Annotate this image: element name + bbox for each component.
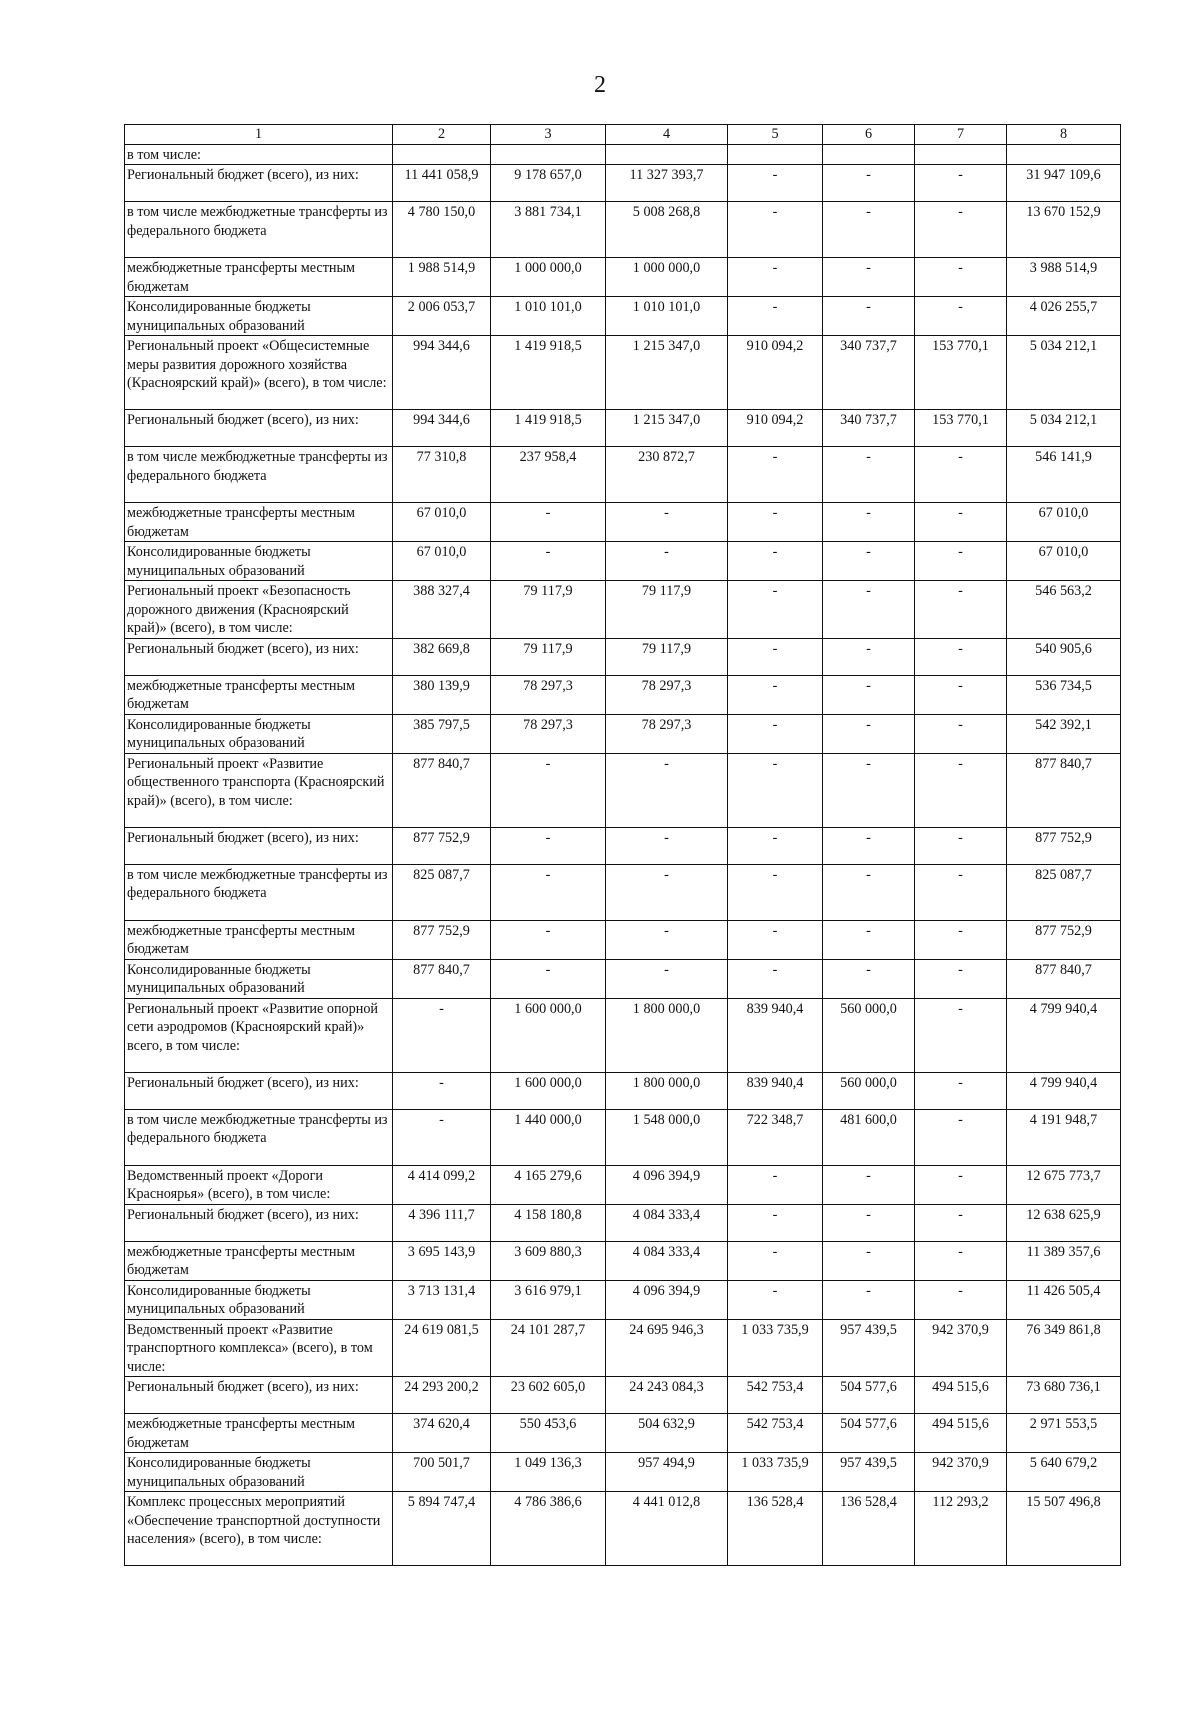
- cell-col-7: 112 293,2: [915, 1492, 1007, 1566]
- table-row: [125, 542, 1121, 581]
- cell-col-8: 11 389 357,6: [1007, 1241, 1121, 1280]
- table-row: [125, 447, 1121, 503]
- table-row: [125, 165, 1121, 202]
- cell-col-5: -: [728, 959, 823, 998]
- cell-col-6: -: [823, 1280, 915, 1319]
- table-row: [125, 1280, 1121, 1319]
- cell-col-4: -: [606, 503, 728, 542]
- row-label: в том числе межбюджетные трансферты из федерального бюджета: [125, 447, 393, 503]
- row-label: Консолидированные бюджеты муниципальных образований: [125, 1280, 393, 1319]
- table-row: [125, 1453, 1121, 1492]
- row-label: межбюджетные трансферты местным бюджетам: [125, 920, 393, 959]
- cell-col-5: -: [728, 447, 823, 503]
- row-label: Региональный бюджет (всего), из них:: [125, 1072, 393, 1109]
- row-label: в том числе межбюджетные трансферты из федерального бюджета: [125, 864, 393, 920]
- cell-col-6: -: [823, 920, 915, 959]
- cell-col-2: 994 344,6: [393, 336, 491, 410]
- cell-col-2: 382 669,8: [393, 638, 491, 675]
- cell-col-8: 15 507 496,8: [1007, 1492, 1121, 1566]
- cell-col-7: -: [915, 1072, 1007, 1109]
- cell-col-8: 31 947 109,6: [1007, 165, 1121, 202]
- cell-col-4: 78 297,3: [606, 714, 728, 753]
- cell-col-7: -: [915, 959, 1007, 998]
- cell-col-3: 237 958,4: [491, 447, 606, 503]
- cell-col-8: 825 087,7: [1007, 864, 1121, 920]
- column-header: 3: [491, 125, 606, 145]
- table-row: [125, 714, 1121, 753]
- cell-col-7: -: [915, 447, 1007, 503]
- column-header: 8: [1007, 125, 1121, 145]
- cell-col-8: 67 010,0: [1007, 542, 1121, 581]
- cell-col-5: 839 940,4: [728, 998, 823, 1072]
- row-label: межбюджетные трансферты местным бюджетам: [125, 503, 393, 542]
- cell-col-5: -: [728, 827, 823, 864]
- row-label: Региональный проект «Безопасность дорожного движения (Красноярский край)» (всего), в том числе:: [125, 581, 393, 639]
- cell-col-4: 1 215 347,0: [606, 336, 728, 410]
- cell-col-3: -: [491, 503, 606, 542]
- cell-col-7: 494 515,6: [915, 1414, 1007, 1453]
- cell-col-6: 957 439,5: [823, 1319, 915, 1377]
- cell-col-7: -: [915, 1241, 1007, 1280]
- cell-col-4: 1 000 000,0: [606, 258, 728, 297]
- table-row: [125, 410, 1121, 447]
- cell-col-7: -: [915, 581, 1007, 639]
- cell-col-6: -: [823, 202, 915, 258]
- cell-col-4: 24 695 946,3: [606, 1319, 728, 1377]
- table-row: [125, 1241, 1121, 1280]
- cell-col-5: 722 348,7: [728, 1109, 823, 1165]
- cell-col-7: -: [915, 638, 1007, 675]
- row-label: Региональный бюджет (всего), из них:: [125, 1377, 393, 1414]
- cell-col-2: 877 840,7: [393, 753, 491, 827]
- cell-col-3: 79 117,9: [491, 638, 606, 675]
- cell-col-2: 67 010,0: [393, 542, 491, 581]
- table-row: [125, 258, 1121, 297]
- cell-col-3: -: [491, 959, 606, 998]
- cell-col-3: 1 010 101,0: [491, 297, 606, 336]
- cell-col-8: [1007, 144, 1121, 165]
- cell-col-6: 560 000,0: [823, 1072, 915, 1109]
- cell-col-2: 3 713 131,4: [393, 1280, 491, 1319]
- table-row: [125, 827, 1121, 864]
- column-header: 2: [393, 125, 491, 145]
- cell-col-5: 542 753,4: [728, 1377, 823, 1414]
- column-header: 4: [606, 125, 728, 145]
- cell-col-2: 2 006 053,7: [393, 297, 491, 336]
- row-label: Региональный бюджет (всего), из них:: [125, 165, 393, 202]
- cell-col-7: -: [915, 827, 1007, 864]
- cell-col-8: 5 034 212,1: [1007, 410, 1121, 447]
- table-row: [125, 1414, 1121, 1453]
- row-label: Комплекс процессных мероприятий «Обеспечение транспортной доступности населения» (всего), в том числе:: [125, 1492, 393, 1566]
- cell-col-2: 385 797,5: [393, 714, 491, 753]
- cell-col-5: 136 528,4: [728, 1492, 823, 1566]
- row-label: межбюджетные трансферты местным бюджетам: [125, 1414, 393, 1453]
- cell-col-3: [491, 144, 606, 165]
- cell-col-2: 24 293 200,2: [393, 1377, 491, 1414]
- cell-col-3: 1 440 000,0: [491, 1109, 606, 1165]
- cell-col-8: 12 638 625,9: [1007, 1204, 1121, 1241]
- table-row: [125, 297, 1121, 336]
- cell-col-4: 4 096 394,9: [606, 1165, 728, 1204]
- cell-col-6: -: [823, 827, 915, 864]
- cell-col-3: 1 600 000,0: [491, 998, 606, 1072]
- table-row: [125, 1492, 1121, 1566]
- column-header: 7: [915, 125, 1007, 145]
- cell-col-2: 4 780 150,0: [393, 202, 491, 258]
- cell-col-8: 5 640 679,2: [1007, 1453, 1121, 1492]
- cell-col-4: 24 243 084,3: [606, 1377, 728, 1414]
- cell-col-4: 79 117,9: [606, 581, 728, 639]
- cell-col-4: 1 800 000,0: [606, 1072, 728, 1109]
- cell-col-2: 380 139,9: [393, 675, 491, 714]
- cell-col-6: 340 737,7: [823, 410, 915, 447]
- cell-col-7: -: [915, 542, 1007, 581]
- cell-col-8: 542 392,1: [1007, 714, 1121, 753]
- cell-col-2: 4 396 111,7: [393, 1204, 491, 1241]
- cell-col-2: [393, 144, 491, 165]
- cell-col-4: [606, 144, 728, 165]
- cell-col-5: -: [728, 864, 823, 920]
- cell-col-8: 13 670 152,9: [1007, 202, 1121, 258]
- column-header: 6: [823, 125, 915, 145]
- table-row: [125, 1072, 1121, 1109]
- row-label: Ведомственный проект «Дороги Красноярья» (всего), в том числе:: [125, 1165, 393, 1204]
- cell-col-6: -: [823, 638, 915, 675]
- row-label: Региональный бюджет (всего), из них:: [125, 638, 393, 675]
- table-row: [125, 638, 1121, 675]
- cell-col-8: 546 563,2: [1007, 581, 1121, 639]
- cell-col-6: 504 577,6: [823, 1414, 915, 1453]
- cell-col-7: 494 515,6: [915, 1377, 1007, 1414]
- table-row: [125, 202, 1121, 258]
- cell-col-8: 73 680 736,1: [1007, 1377, 1121, 1414]
- cell-col-5: -: [728, 1204, 823, 1241]
- cell-col-6: 481 600,0: [823, 1109, 915, 1165]
- cell-col-6: -: [823, 675, 915, 714]
- cell-col-8: 877 752,9: [1007, 827, 1121, 864]
- cell-col-3: -: [491, 542, 606, 581]
- cell-col-2: 1 988 514,9: [393, 258, 491, 297]
- cell-col-4: 4 084 333,4: [606, 1241, 728, 1280]
- cell-col-8: 5 034 212,1: [1007, 336, 1121, 410]
- cell-col-6: -: [823, 1165, 915, 1204]
- cell-col-8: 67 010,0: [1007, 503, 1121, 542]
- cell-col-4: -: [606, 753, 728, 827]
- cell-col-3: 78 297,3: [491, 675, 606, 714]
- cell-col-7: -: [915, 864, 1007, 920]
- cell-col-5: 910 094,2: [728, 410, 823, 447]
- cell-col-7: -: [915, 1109, 1007, 1165]
- cell-col-2: 388 327,4: [393, 581, 491, 639]
- cell-col-4: 1 548 000,0: [606, 1109, 728, 1165]
- cell-col-2: 877 752,9: [393, 920, 491, 959]
- cell-col-3: 1 419 918,5: [491, 336, 606, 410]
- cell-col-8: 4 799 940,4: [1007, 1072, 1121, 1109]
- cell-col-4: -: [606, 959, 728, 998]
- cell-col-5: -: [728, 258, 823, 297]
- cell-col-2: 5 894 747,4: [393, 1492, 491, 1566]
- table-row: [125, 1165, 1121, 1204]
- cell-col-5: -: [728, 297, 823, 336]
- cell-col-5: -: [728, 581, 823, 639]
- cell-col-8: 4 191 948,7: [1007, 1109, 1121, 1165]
- cell-col-8: 877 752,9: [1007, 920, 1121, 959]
- cell-col-4: 1 800 000,0: [606, 998, 728, 1072]
- cell-col-6: -: [823, 258, 915, 297]
- cell-col-5: 542 753,4: [728, 1414, 823, 1453]
- cell-col-3: 1 000 000,0: [491, 258, 606, 297]
- row-label: Консолидированные бюджеты муниципальных образований: [125, 297, 393, 336]
- row-label: Консолидированные бюджеты муниципальных образований: [125, 714, 393, 753]
- budget-table: [124, 124, 1121, 1566]
- cell-col-3: 4 786 386,6: [491, 1492, 606, 1566]
- table-header-row: [125, 125, 1121, 145]
- cell-col-2: 3 695 143,9: [393, 1241, 491, 1280]
- cell-col-7: -: [915, 165, 1007, 202]
- cell-col-6: -: [823, 503, 915, 542]
- row-label: в том числе межбюджетные трансферты из федерального бюджета: [125, 202, 393, 258]
- cell-col-2: -: [393, 1072, 491, 1109]
- cell-col-2: 24 619 081,5: [393, 1319, 491, 1377]
- row-label: Консолидированные бюджеты муниципальных образований: [125, 542, 393, 581]
- cell-col-6: -: [823, 542, 915, 581]
- cell-col-4: 78 297,3: [606, 675, 728, 714]
- table-row: [125, 959, 1121, 998]
- cell-col-8: 536 734,5: [1007, 675, 1121, 714]
- cell-col-8: 76 349 861,8: [1007, 1319, 1121, 1377]
- row-label: межбюджетные трансферты местным бюджетам: [125, 675, 393, 714]
- table-row: [125, 1319, 1121, 1377]
- cell-col-7: -: [915, 258, 1007, 297]
- cell-col-7: 153 770,1: [915, 336, 1007, 410]
- cell-col-6: -: [823, 959, 915, 998]
- cell-col-4: 4 441 012,8: [606, 1492, 728, 1566]
- cell-col-5: -: [728, 202, 823, 258]
- row-label: Региональный проект «Развитие опорной сети аэродромов (Красноярский край)» всего, в том числе:: [125, 998, 393, 1072]
- cell-col-5: -: [728, 1241, 823, 1280]
- table-row: [125, 503, 1121, 542]
- cell-col-5: [728, 144, 823, 165]
- cell-col-5: -: [728, 1165, 823, 1204]
- row-label: в том числе межбюджетные трансферты из федерального бюджета: [125, 1109, 393, 1165]
- cell-col-7: -: [915, 297, 1007, 336]
- cell-col-3: 1 419 918,5: [491, 410, 606, 447]
- cell-col-4: 957 494,9: [606, 1453, 728, 1492]
- table-row: [125, 1109, 1121, 1165]
- cell-col-6: -: [823, 753, 915, 827]
- table-row: [125, 998, 1121, 1072]
- cell-col-2: -: [393, 998, 491, 1072]
- cell-col-5: 1 033 735,9: [728, 1453, 823, 1492]
- cell-col-4: 504 632,9: [606, 1414, 728, 1453]
- cell-col-2: 67 010,0: [393, 503, 491, 542]
- cell-col-4: 230 872,7: [606, 447, 728, 503]
- cell-col-3: -: [491, 920, 606, 959]
- cell-col-3: -: [491, 864, 606, 920]
- cell-col-6: 340 737,7: [823, 336, 915, 410]
- cell-col-2: 877 752,9: [393, 827, 491, 864]
- cell-col-6: -: [823, 864, 915, 920]
- cell-col-4: -: [606, 827, 728, 864]
- cell-col-4: -: [606, 864, 728, 920]
- cell-col-4: 1 010 101,0: [606, 297, 728, 336]
- cell-col-7: -: [915, 675, 1007, 714]
- cell-col-3: -: [491, 753, 606, 827]
- cell-col-8: 11 426 505,4: [1007, 1280, 1121, 1319]
- cell-col-2: 825 087,7: [393, 864, 491, 920]
- table-row: [125, 144, 1121, 165]
- cell-col-3: -: [491, 827, 606, 864]
- table-row: [125, 675, 1121, 714]
- cell-col-8: 12 675 773,7: [1007, 1165, 1121, 1204]
- cell-col-2: 4 414 099,2: [393, 1165, 491, 1204]
- table-row: [125, 753, 1121, 827]
- cell-col-6: -: [823, 1204, 915, 1241]
- row-label: Консолидированные бюджеты муниципальных образований: [125, 1453, 393, 1492]
- cell-col-7: [915, 144, 1007, 165]
- cell-col-3: 4 165 279,6: [491, 1165, 606, 1204]
- cell-col-8: 4 799 940,4: [1007, 998, 1121, 1072]
- table-row: [125, 581, 1121, 639]
- cell-col-8: 546 141,9: [1007, 447, 1121, 503]
- cell-col-7: -: [915, 753, 1007, 827]
- cell-col-8: 4 026 255,7: [1007, 297, 1121, 336]
- page-number: 2: [594, 72, 606, 98]
- table-row: [125, 864, 1121, 920]
- cell-col-3: 79 117,9: [491, 581, 606, 639]
- cell-col-7: 942 370,9: [915, 1453, 1007, 1492]
- row-label: Региональный проект «Развитие общественного транспорта (Красноярский край)» (всего), в том числе:: [125, 753, 393, 827]
- table-row: [125, 1377, 1121, 1414]
- cell-col-4: -: [606, 920, 728, 959]
- cell-col-8: 540 905,6: [1007, 638, 1121, 675]
- cell-col-5: 839 940,4: [728, 1072, 823, 1109]
- cell-col-5: -: [728, 714, 823, 753]
- cell-col-4: 79 117,9: [606, 638, 728, 675]
- cell-col-3: 550 453,6: [491, 1414, 606, 1453]
- cell-col-6: -: [823, 581, 915, 639]
- cell-col-6: -: [823, 714, 915, 753]
- cell-col-5: -: [728, 503, 823, 542]
- table-row: [125, 920, 1121, 959]
- cell-col-4: 4 096 394,9: [606, 1280, 728, 1319]
- cell-col-5: 910 094,2: [728, 336, 823, 410]
- row-label: Региональный бюджет (всего), из них:: [125, 410, 393, 447]
- cell-col-7: -: [915, 1204, 1007, 1241]
- cell-col-2: 700 501,7: [393, 1453, 491, 1492]
- row-label: межбюджетные трансферты местным бюджетам: [125, 258, 393, 297]
- cell-col-3: 23 602 605,0: [491, 1377, 606, 1414]
- cell-col-3: 78 297,3: [491, 714, 606, 753]
- cell-col-3: 9 178 657,0: [491, 165, 606, 202]
- cell-col-4: 4 084 333,4: [606, 1204, 728, 1241]
- cell-col-4: 1 215 347,0: [606, 410, 728, 447]
- cell-col-8: 3 988 514,9: [1007, 258, 1121, 297]
- cell-col-3: 1 049 136,3: [491, 1453, 606, 1492]
- column-header: 1: [125, 125, 393, 145]
- cell-col-7: -: [915, 503, 1007, 542]
- row-label: Региональный бюджет (всего), из них:: [125, 1204, 393, 1241]
- cell-col-7: -: [915, 714, 1007, 753]
- cell-col-5: -: [728, 675, 823, 714]
- cell-col-6: -: [823, 165, 915, 202]
- cell-col-6: -: [823, 1241, 915, 1280]
- cell-col-8: 877 840,7: [1007, 753, 1121, 827]
- cell-col-2: 877 840,7: [393, 959, 491, 998]
- cell-col-6: 957 439,5: [823, 1453, 915, 1492]
- cell-col-4: 11 327 393,7: [606, 165, 728, 202]
- cell-col-6: -: [823, 297, 915, 336]
- cell-col-2: -: [393, 1109, 491, 1165]
- row-label: Региональный бюджет (всего), из них:: [125, 827, 393, 864]
- cell-col-6: -: [823, 447, 915, 503]
- cell-col-2: 374 620,4: [393, 1414, 491, 1453]
- cell-col-4: -: [606, 542, 728, 581]
- cell-col-2: 994 344,6: [393, 410, 491, 447]
- cell-col-6: 136 528,4: [823, 1492, 915, 1566]
- cell-col-3: 24 101 287,7: [491, 1319, 606, 1377]
- cell-col-3: 4 158 180,8: [491, 1204, 606, 1241]
- row-label: Консолидированные бюджеты муниципальных образований: [125, 959, 393, 998]
- cell-col-7: 153 770,1: [915, 410, 1007, 447]
- cell-col-7: -: [915, 1280, 1007, 1319]
- row-label: межбюджетные трансферты местным бюджетам: [125, 1241, 393, 1280]
- cell-col-5: 1 033 735,9: [728, 1319, 823, 1377]
- cell-col-2: 11 441 058,9: [393, 165, 491, 202]
- cell-col-5: -: [728, 542, 823, 581]
- cell-col-8: 877 840,7: [1007, 959, 1121, 998]
- cell-col-7: -: [915, 920, 1007, 959]
- cell-col-5: -: [728, 753, 823, 827]
- column-header: 5: [728, 125, 823, 145]
- cell-col-8: 2 971 553,5: [1007, 1414, 1121, 1453]
- table-row: [125, 336, 1121, 410]
- cell-col-7: 942 370,9: [915, 1319, 1007, 1377]
- cell-col-2: 77 310,8: [393, 447, 491, 503]
- row-label: Региональный проект «Общесистемные меры развития дорожного хозяйства (Красноярский край)» (всего), в том числе:: [125, 336, 393, 410]
- cell-col-3: 3 609 880,3: [491, 1241, 606, 1280]
- table-row: [125, 1204, 1121, 1241]
- cell-col-3: 3 881 734,1: [491, 202, 606, 258]
- cell-col-6: 504 577,6: [823, 1377, 915, 1414]
- cell-col-5: -: [728, 920, 823, 959]
- cell-col-3: 1 600 000,0: [491, 1072, 606, 1109]
- cell-col-6: [823, 144, 915, 165]
- row-label: Ведомственный проект «Развитие транспортного комплекса» (всего), в том числе:: [125, 1319, 393, 1377]
- cell-col-5: -: [728, 165, 823, 202]
- cell-col-5: -: [728, 638, 823, 675]
- row-label: в том числе:: [125, 144, 393, 165]
- cell-col-6: 560 000,0: [823, 998, 915, 1072]
- cell-col-5: -: [728, 1280, 823, 1319]
- cell-col-7: -: [915, 998, 1007, 1072]
- cell-col-7: -: [915, 1165, 1007, 1204]
- cell-col-3: 3 616 979,1: [491, 1280, 606, 1319]
- cell-col-4: 5 008 268,8: [606, 202, 728, 258]
- cell-col-7: -: [915, 202, 1007, 258]
